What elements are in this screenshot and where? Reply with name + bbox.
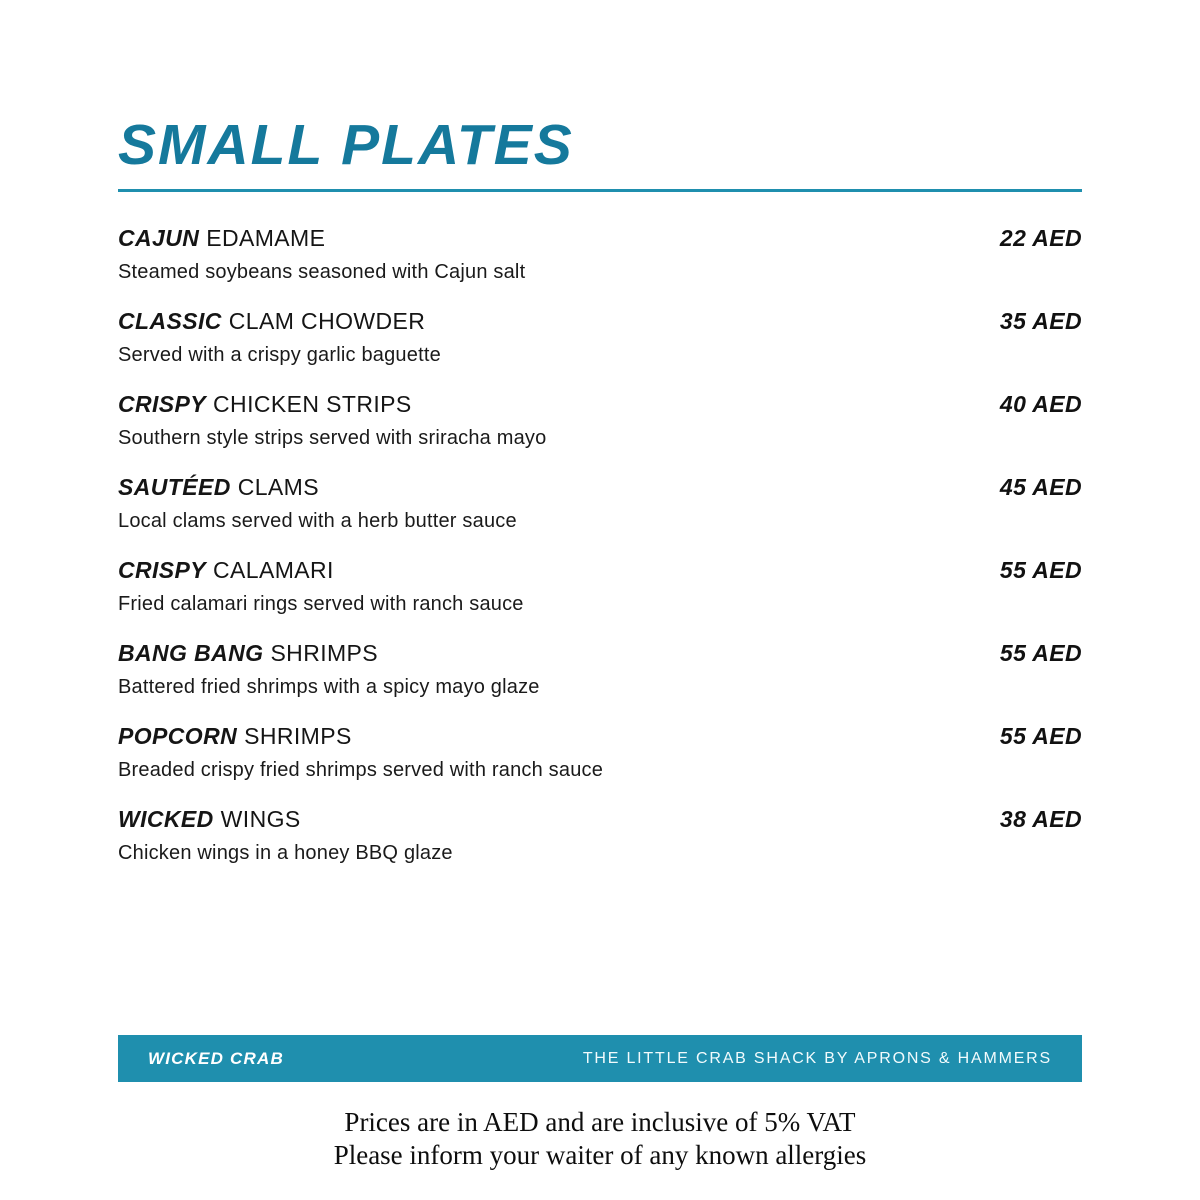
item-name (118, 641, 378, 665)
item-name-emphasis: WICKED (118, 806, 214, 832)
item-price: 45 AED (999, 474, 1082, 500)
footer-notes (0, 1106, 1200, 1172)
item-name-rest: SHRIMPS (270, 640, 379, 666)
page-title: SMALL PLATES (118, 113, 574, 177)
menu-item (118, 640, 1082, 699)
menu-page (118, 113, 1082, 889)
item-name-emphasis: CLASSIC (118, 308, 222, 334)
item-name-rest: CALAMARI (213, 557, 334, 583)
menu-item (118, 391, 1082, 450)
item-price: 55 AED (999, 723, 1082, 749)
item-description: Chicken wings in a honey BBQ glaze (118, 842, 453, 864)
item-name-emphasis: POPCORN (118, 723, 238, 749)
item-name (118, 724, 352, 748)
item-description: Fried calamari rings served with ranch sauce (118, 593, 524, 615)
item-price: 55 AED (999, 640, 1082, 666)
menu-item-list (118, 225, 1082, 865)
title-divider (118, 189, 1082, 192)
menu-item (118, 225, 1082, 284)
item-name-emphasis: CAJUN (118, 225, 200, 251)
menu-item (118, 723, 1082, 782)
item-price: 38 AED (999, 806, 1082, 832)
item-name-emphasis: CRISPY (118, 557, 207, 583)
item-description: Southern style strips served with sriracha mayo (118, 427, 547, 449)
item-name (118, 392, 412, 416)
item-name-rest: WINGS (220, 806, 301, 832)
item-name-rest: CLAMS (237, 474, 319, 500)
menu-item-header (118, 308, 1082, 335)
vat-note: Prices are in AED and are inclusive of 5% VAT (344, 1107, 856, 1137)
item-description: Breaded crispy fried shrimps served with ranch sauce (118, 759, 604, 781)
menu-item-header (118, 723, 1082, 750)
item-description: Steamed soybeans seasoned with Cajun salt (118, 261, 526, 283)
item-name (118, 558, 334, 582)
menu-item (118, 308, 1082, 367)
menu-item-header (118, 640, 1082, 667)
item-price: 55 AED (999, 557, 1082, 583)
menu-item-header (118, 474, 1082, 501)
item-name-emphasis: CRISPY (118, 391, 207, 417)
menu-item-header (118, 557, 1082, 584)
item-description: Battered fried shrimps with a spicy mayo glaze (118, 676, 540, 698)
item-name (118, 475, 319, 499)
item-name (118, 807, 301, 831)
menu-item-header (118, 806, 1082, 833)
allergy-note: Please inform your waiter of any known allergies (333, 1140, 867, 1170)
item-price: 22 AED (999, 225, 1082, 251)
item-price: 40 AED (999, 391, 1082, 417)
item-price: 35 AED (999, 308, 1082, 334)
menu-item (118, 474, 1082, 533)
menu-item (118, 557, 1082, 616)
brand-tagline: THE LITTLE CRAB SHACK BY APRONS & HAMMERS (582, 1049, 1052, 1067)
item-name (118, 226, 325, 250)
menu-item-header (118, 391, 1082, 418)
item-name-rest: SHRIMPS (244, 723, 352, 749)
item-name (118, 309, 425, 333)
menu-item (118, 806, 1082, 865)
item-name-rest: CLAM CHOWDER (228, 308, 426, 334)
item-description: Local clams served with a herb butter sauce (118, 510, 517, 532)
brand-name: WICKED CRAB (148, 1048, 284, 1068)
item-description: Served with a crispy garlic baguette (118, 344, 441, 366)
item-name-rest: EDAMAME (206, 225, 326, 251)
footer-brand-bar (118, 1035, 1082, 1082)
item-name-emphasis: SAUTÉED (118, 474, 231, 500)
item-name-emphasis: BANG BANG (118, 640, 264, 666)
item-name-rest: CHICKEN STRIPS (213, 391, 412, 417)
menu-item-header (118, 225, 1082, 252)
